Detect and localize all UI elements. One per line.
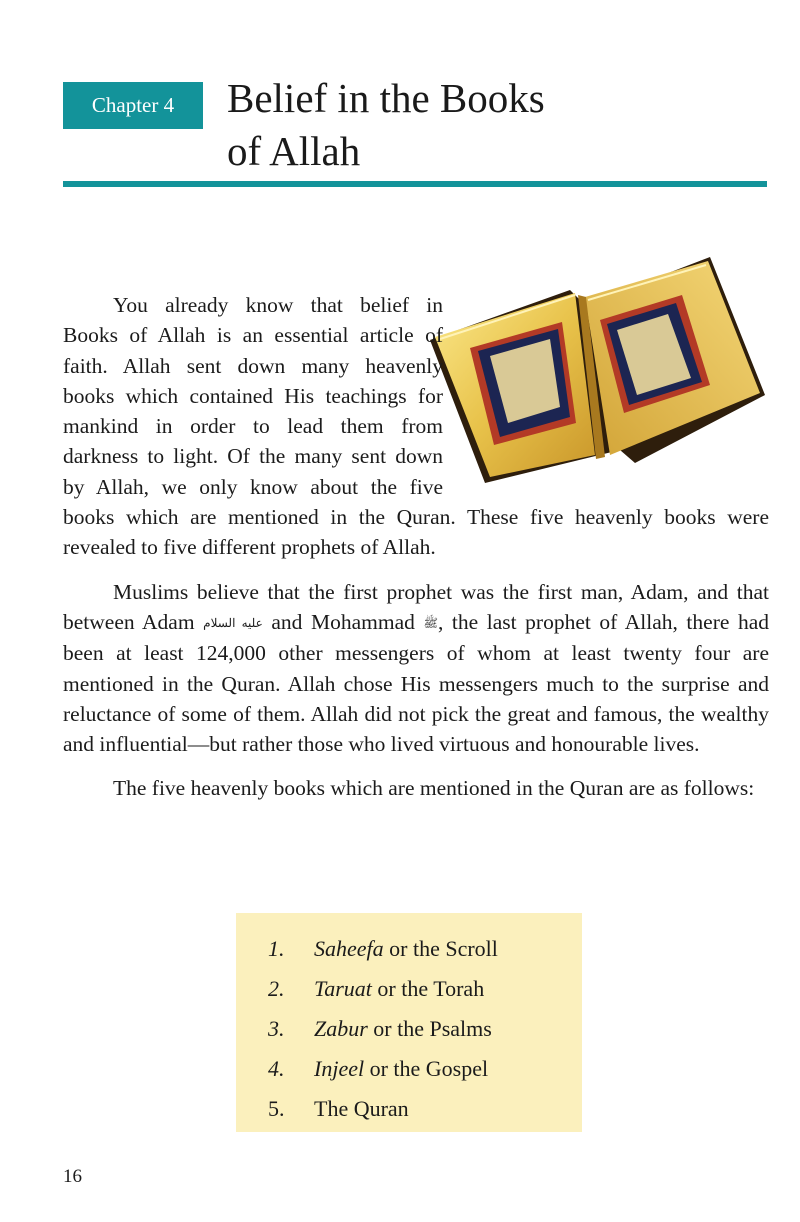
list-item: [268, 1009, 582, 1049]
books-list: [236, 913, 582, 1129]
honorific-alayhi-salam: عليه السلام: [203, 615, 263, 630]
books-list-box: [236, 913, 582, 1132]
paragraph-3: The five heavenly books which are mentioned in the Quran are as follows:: [113, 776, 755, 801]
main-text: [63, 290, 769, 818]
book-term: Injeel: [314, 1056, 365, 1081]
book-description: or the Scroll: [383, 936, 498, 961]
list-item: [268, 1089, 582, 1129]
book-term: Saheefa: [314, 936, 384, 961]
chapter-label: Chapter 4: [91, 93, 175, 117]
book-term: Zabur: [314, 1016, 368, 1041]
image-wrap-spacer: [451, 290, 769, 475]
book-description: or the Torah: [371, 976, 485, 1001]
list-number: 5.: [268, 1096, 285, 1121]
paragraph-2-part-a: Muslims believe that the first prophet was the first man, Adam, and that between Adam: [63, 579, 769, 634]
list-number: 2.: [268, 976, 285, 1001]
title-line-2: of Allah: [227, 128, 361, 174]
title-divider: [63, 181, 767, 187]
book-term: Taruat: [314, 976, 372, 1001]
honorific-pbuh: ﷺ: [423, 615, 438, 630]
list-item: [268, 1049, 582, 1089]
list-item: [268, 969, 582, 1009]
paragraph-2-part-b: and Mohammad: [271, 609, 415, 634]
chapter-badge: [63, 82, 203, 129]
chapter-title: [227, 72, 787, 178]
title-line-1: Belief in the Books: [227, 75, 545, 121]
book-description: The Quran: [314, 1096, 409, 1121]
page-number: 16: [63, 1166, 82, 1187]
list-number: 1.: [268, 936, 285, 961]
book-description: or the Gospel: [364, 1056, 489, 1081]
list-item: [268, 929, 582, 969]
book-description: or the Psalms: [367, 1016, 492, 1041]
paragraph-1: You already know that belief in Books of Allah is an essential article of faith. Allah sent down many heavenly books which contained His teachings for mankind in order to lead them from darkness to light. Of the many sent down by Allah, we only know about the five books which are mentioned in the Quran. These five heavenly books were revealed to five different prophets of Allah.: [63, 293, 769, 560]
list-number: 3.: [268, 1016, 285, 1041]
paragraph-2: [63, 577, 769, 760]
paragraph-2-part-c: , the last prophet of Allah, there had been at least 124,000 other messengers of whom at least twenty four are mentioned in the Quran. Allah chose His messengers much to the surprise and reluctance of some of them. Allah did not pick the great and famous, the wealthy and influential—but rather those who lived virtuous and honourable lives.: [63, 609, 770, 757]
list-number: 4.: [268, 1056, 285, 1081]
